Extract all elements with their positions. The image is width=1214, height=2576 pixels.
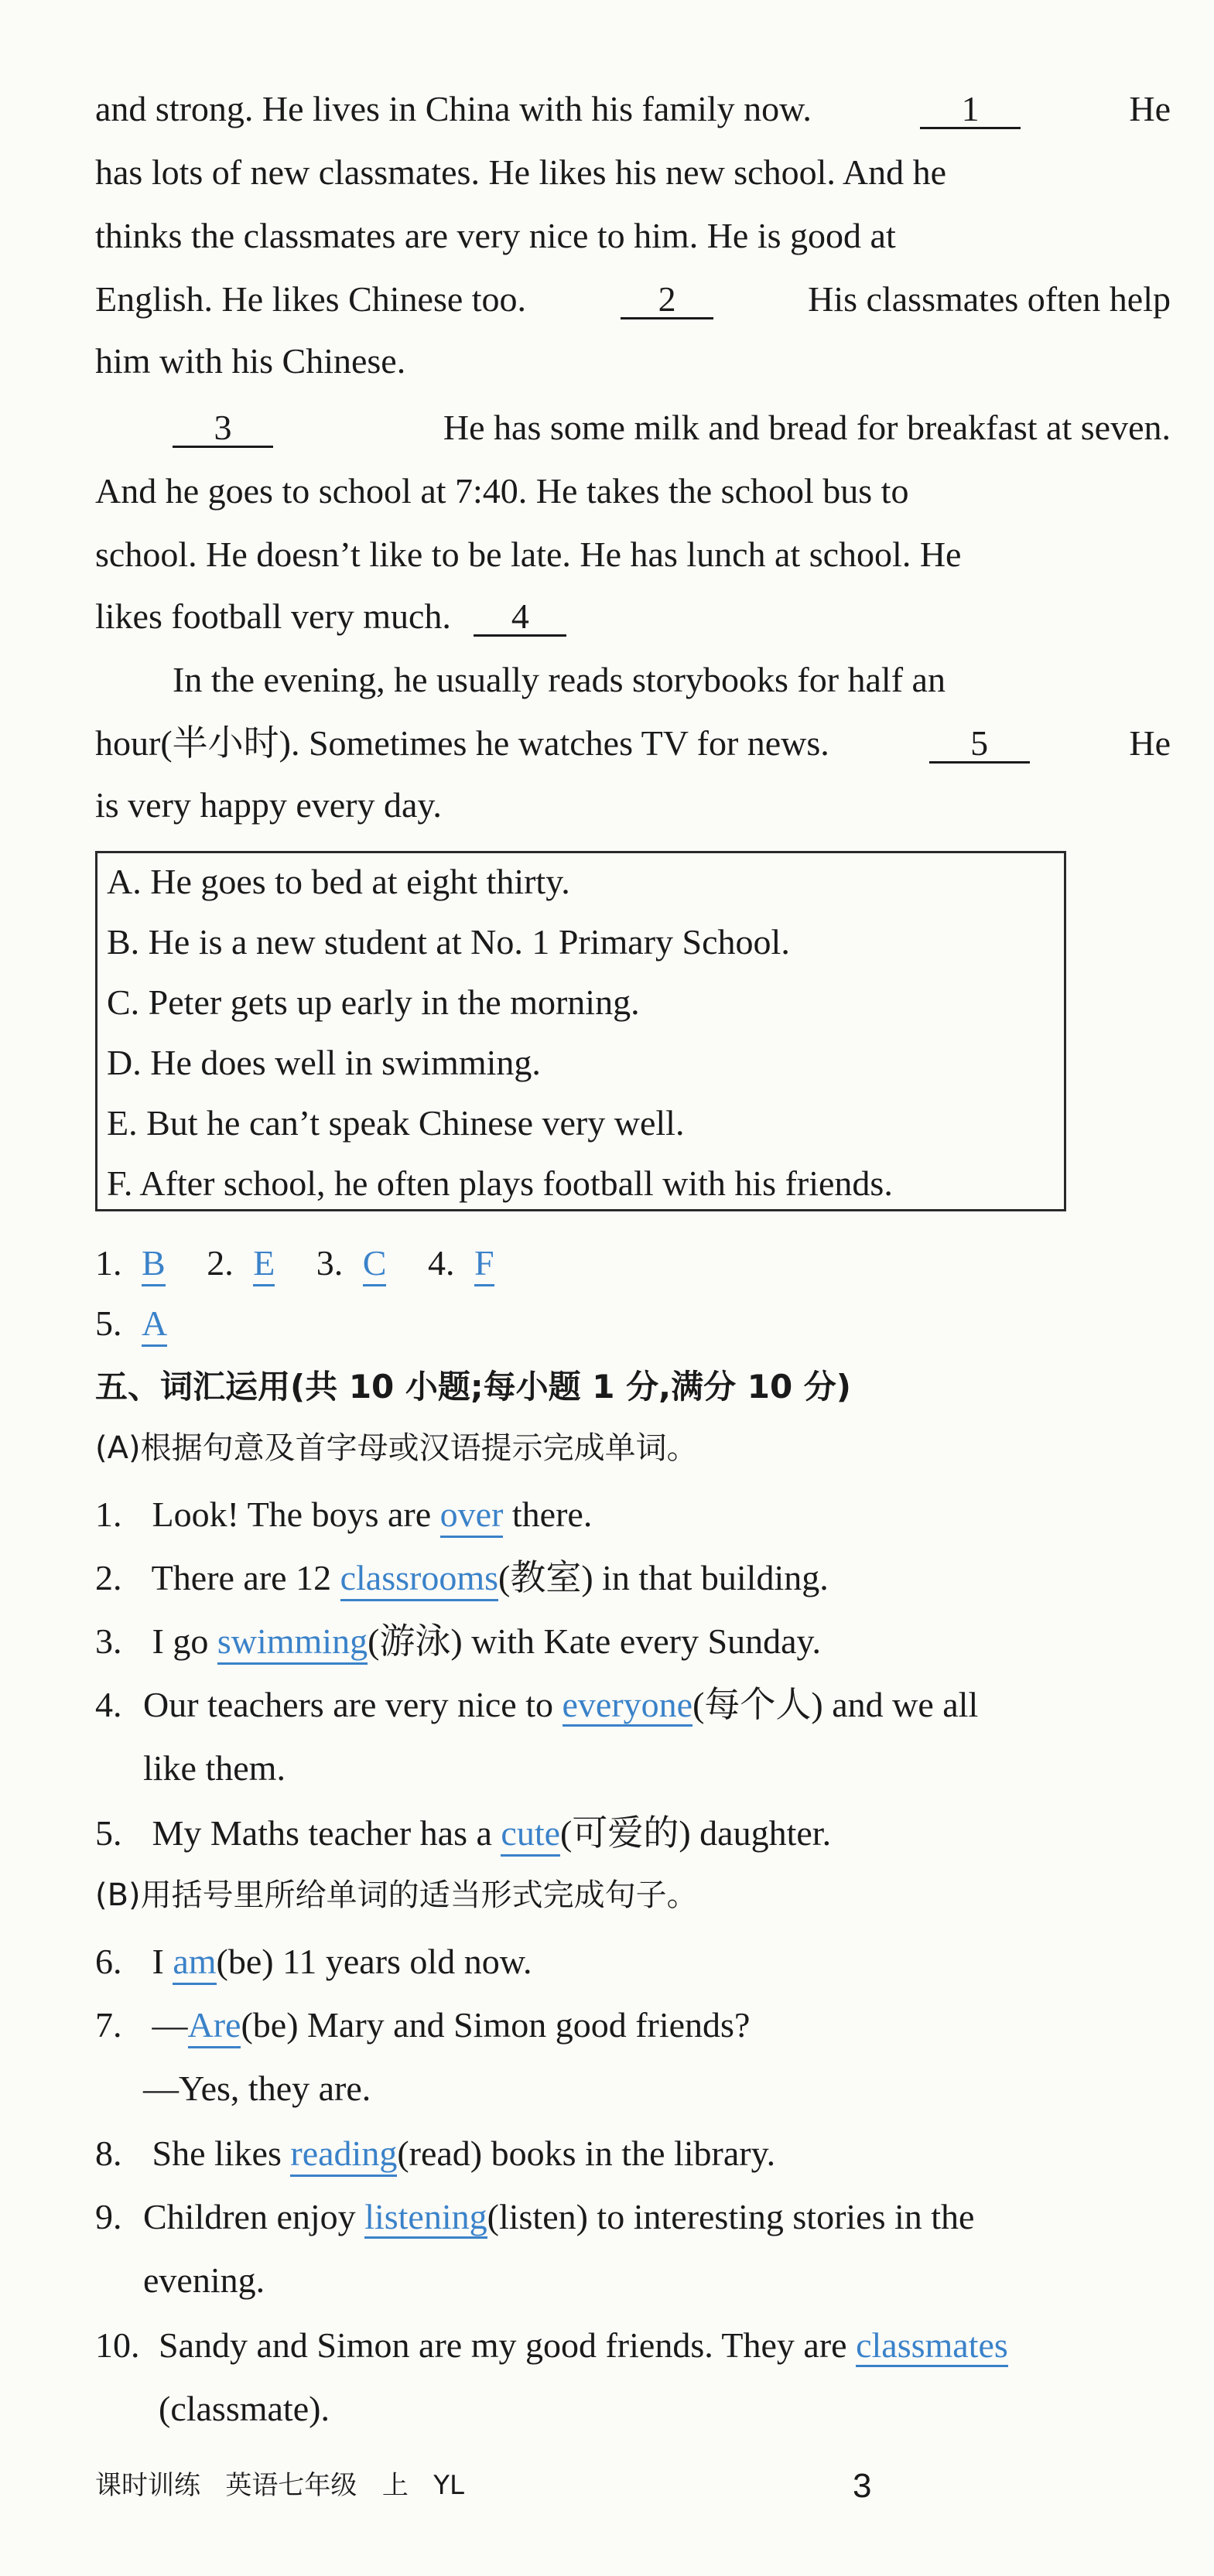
exercise-item	[95, 2136, 775, 2171]
item-number: 2.	[95, 1558, 122, 1597]
passage-line	[173, 410, 1171, 448]
passage-text: school. He doesn’t like to be late. He has lunch at school. He	[95, 535, 962, 574]
blank-4: 4	[474, 599, 566, 637]
passage-line	[95, 723, 1171, 764]
item-number: 5.	[95, 1813, 122, 1853]
passage-line	[173, 662, 1171, 698]
exercise-item	[95, 1687, 1171, 1727]
answer-value: E	[253, 1243, 275, 1286]
item-text: —	[152, 2005, 188, 2045]
footer-label: 课时训练 英语七年级 上 YL	[95, 2470, 464, 2501]
answer-value: C	[363, 1243, 387, 1286]
passage-line	[95, 596, 566, 637]
item-text: My Maths teacher has a	[152, 1813, 501, 1853]
item-answer: swimming	[217, 1621, 368, 1665]
item-text: I go	[152, 1621, 217, 1661]
item-number: 7.	[95, 2005, 122, 2045]
passage-text: him with his Chinese.	[95, 341, 406, 381]
option-d: D. He does well in swimming.	[107, 1043, 541, 1082]
exercise-item	[95, 1944, 532, 1980]
passage-text: English. He likes Chinese too.	[95, 279, 527, 319]
passage-text: In the evening, he usually reads storybooks for half an	[173, 660, 946, 699]
passage-line	[95, 91, 1171, 129]
answer-value: A	[142, 1303, 167, 1347]
item-answer: reading	[290, 2134, 397, 2177]
item-answer: cute	[501, 1813, 560, 1857]
passage-line	[95, 787, 442, 823]
item-continuation: —Yes, they are.	[143, 2069, 371, 2108]
answer-row	[95, 1303, 168, 1343]
passage-text: is very happy every day.	[95, 785, 442, 825]
item-answer: over	[440, 1495, 504, 1538]
item-number: 8.	[95, 2134, 122, 2173]
passage-text: He	[1129, 723, 1171, 763]
blank-1: 1	[920, 91, 1021, 129]
item-continuation: evening.	[143, 2260, 265, 2300]
item-text: Sandy and Simon are my good friends. They are	[159, 2325, 857, 2365]
item-text: there.	[503, 1495, 593, 1534]
item-text: Children enjoy	[143, 2197, 365, 2236]
exercise-item	[95, 2007, 750, 2043]
item-text: There are 12	[151, 1558, 340, 1597]
passage-text: And he goes to school at 7:40. He takes the school bus to	[95, 471, 909, 511]
options-box	[95, 851, 1066, 1211]
exercise-item	[95, 2199, 1171, 2239]
item-number: 9.	[95, 2197, 122, 2236]
exercise-item	[95, 1621, 821, 1661]
item-text: (listen) to interesting stories in the	[487, 2197, 975, 2236]
item-number: 4.	[95, 1685, 122, 1724]
passage-text: and strong. He lives in China with his family now.	[95, 89, 812, 128]
item-number: 6.	[95, 1942, 122, 1981]
blank-5: 5	[929, 726, 1030, 764]
item-answer: listening	[364, 2199, 487, 2239]
item-number: 10.	[95, 2325, 140, 2365]
exercise-item	[95, 1813, 832, 1853]
item-text: (每个人) and we all	[692, 1685, 979, 1724]
page-number: 3	[853, 2467, 872, 2505]
option-a: A. He goes to bed at eight thirty.	[107, 862, 570, 901]
blank-2: 2	[621, 282, 713, 319]
item-continuation: like them.	[143, 1748, 286, 1788]
item-text: Look! The boys are	[152, 1495, 440, 1534]
passage-text: He has some milk and bread for breakfast at seven.	[443, 408, 1171, 447]
item-number: 1.	[95, 1495, 122, 1534]
item-text: (read) books in the library.	[397, 2134, 776, 2173]
option-c: C. Peter gets up early in the morning.	[107, 982, 640, 1022]
item-text: (可爱的) daughter.	[560, 1813, 832, 1853]
item-answer: classmates	[856, 2328, 1008, 2367]
blank-3: 3	[173, 410, 273, 448]
item-number: 3.	[95, 1621, 122, 1661]
part-a-instruction: (A)根据句意及首字母或汉语提示完成单词。	[95, 1430, 698, 1466]
item-text: I	[152, 1942, 173, 1981]
answer-number: 4.	[427, 1243, 455, 1283]
passage-line	[95, 152, 1171, 192]
section-title: 五、词汇运用(共 10 小题;每小题 1 分,满分 10 分)	[95, 1368, 851, 1406]
option-e: E. But he can’t speak Chinese very well.	[107, 1103, 685, 1143]
passage-line	[95, 218, 1171, 254]
passage-line	[95, 343, 405, 379]
option-b: B. He is a new student at No. 1 Primary School.	[107, 922, 790, 962]
passage-text: He	[1129, 89, 1171, 128]
answer-number: 3.	[316, 1243, 344, 1283]
option-f: F. After school, he often plays football with his friends.	[107, 1163, 893, 1203]
item-text: She likes	[152, 2134, 291, 2173]
passage-text: hour(半小时). Sometimes he watches TV for news.	[95, 723, 829, 763]
answer-value: B	[142, 1243, 166, 1286]
part-b-instruction: (B)用括号里所给单词的适当形式完成句子。	[95, 1877, 698, 1913]
item-text: Our teachers are very nice to	[143, 1685, 563, 1724]
item-text: (游泳) with Kate every Sunday.	[368, 1621, 821, 1661]
answer-number: 5.	[95, 1303, 122, 1343]
exercise-item	[95, 1560, 829, 1596]
passage-line	[95, 537, 1171, 572]
passage-text: has lots of new classmates. He likes his new school. And he	[95, 152, 946, 192]
item-text: (be) 11 years old now.	[216, 1942, 532, 1981]
passage-text: thinks the classmates are very nice to him. He is good at	[95, 216, 896, 255]
item-answer: everyone	[563, 1687, 693, 1727]
item-answer: Are	[188, 2005, 241, 2048]
answer-row	[95, 1245, 494, 1281]
item-answer: classrooms	[340, 1558, 498, 1601]
item-continuation: (classmate).	[159, 2389, 330, 2428]
exercise-item	[95, 1497, 592, 1532]
passage-line	[95, 279, 1171, 319]
item-text: (教室) in that building.	[498, 1558, 829, 1597]
passage-line	[95, 473, 1171, 509]
answer-number: 2.	[207, 1243, 234, 1283]
item-text: (be) Mary and Simon good friends?	[241, 2005, 751, 2045]
answer-number: 1.	[95, 1243, 122, 1283]
passage-text: likes football very much.	[95, 596, 451, 636]
passage-text: His classmates often help	[808, 279, 1171, 319]
exercise-item	[95, 2325, 1171, 2367]
answer-value: F	[474, 1243, 494, 1286]
item-answer: am	[173, 1942, 216, 1985]
